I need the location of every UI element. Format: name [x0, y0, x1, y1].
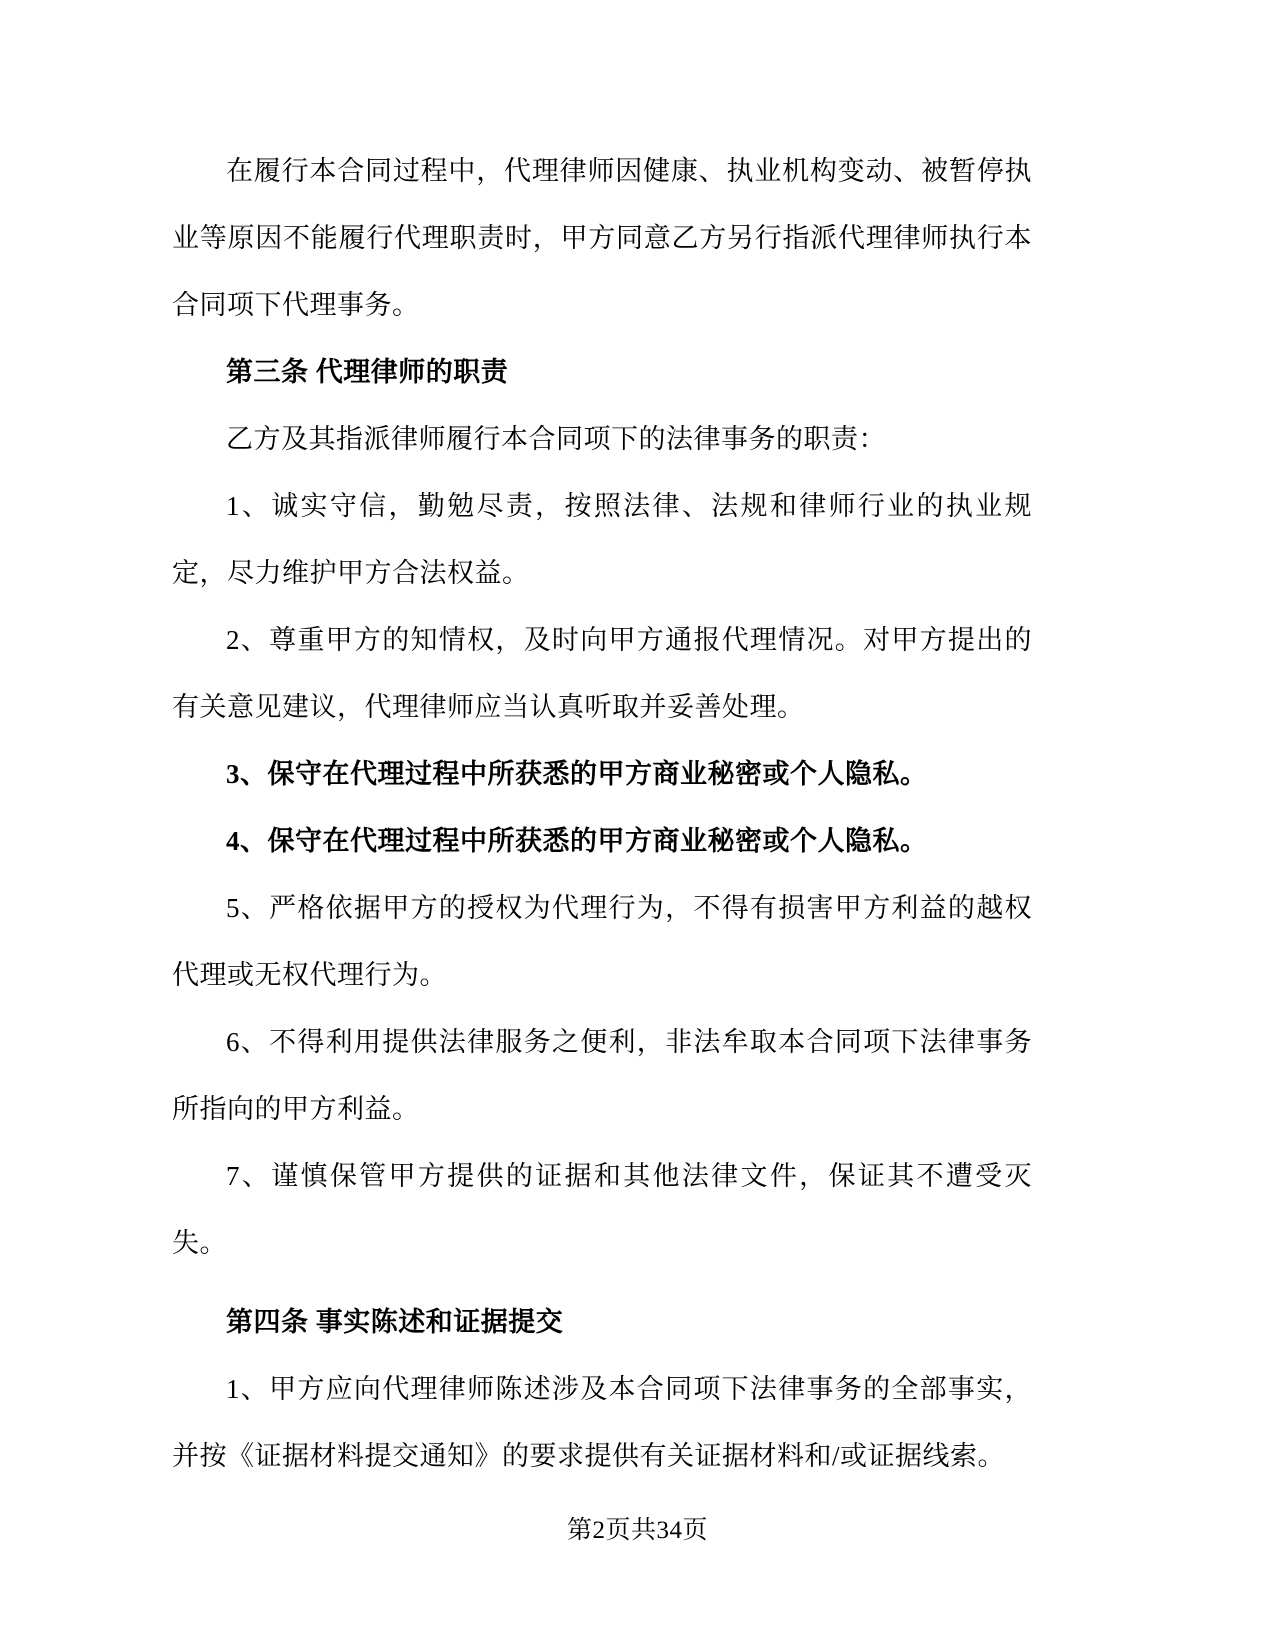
paragraph-duty-5: 5、严格依据甲方的授权为代理行为，不得有损害甲方利益的越权代理或无权代理行为。	[172, 893, 1032, 990]
document-body	[172, 138, 1032, 1490]
heading-article-three: 第三条 代理律师的职责	[226, 357, 509, 387]
heading-article-four: 第四条 事实陈述和证据提交	[226, 1307, 564, 1337]
paragraph-duty-3: 3、保守在代理过程中所获悉的甲方商业秘密或个人隐私。	[226, 759, 928, 789]
paragraph-duty-7: 7、谨慎保管甲方提供的证据和其他法律文件，保证其不遭受灭失。	[172, 1161, 1032, 1258]
paragraph-duty-4: 4、保守在代理过程中所获悉的甲方商业秘密或个人隐私。	[226, 826, 928, 856]
paragraph-duty-6: 6、不得利用提供法律服务之便利，非法牟取本合同项下法律事务所指向的甲方利益。	[172, 1027, 1032, 1124]
section-spacer	[172, 1277, 1032, 1289]
paragraph-intro: 在履行本合同过程中，代理律师因健康、执业机构变动、被暂停执业等原因不能履行代理职责时，甲方同意乙方另行指派代理律师执行本合同项下代理事务。	[172, 156, 1032, 320]
paragraph-duties-lead: 乙方及其指派律师履行本合同项下的法律事务的职责：	[226, 424, 886, 454]
paragraph-evidence-1: 1、甲方应向代理律师陈述涉及本合同项下法律事务的全部事实，并按《证据材料提交通知》的要求提供有关证据材料和/或证据线索。	[172, 1374, 1032, 1471]
paragraph-duty-2: 2、尊重甲方的知情权，及时向甲方通报代理情况。对甲方提出的有关意见建议，代理律师应当认真听取并妥善处理。	[172, 625, 1032, 722]
page-footer: 第2页共34页	[566, 1517, 708, 1544]
paragraph-duty-1: 1、诚实守信，勤勉尽责，按照法律、法规和律师行业的执业规定，尽力维护甲方合法权益。	[172, 491, 1032, 588]
